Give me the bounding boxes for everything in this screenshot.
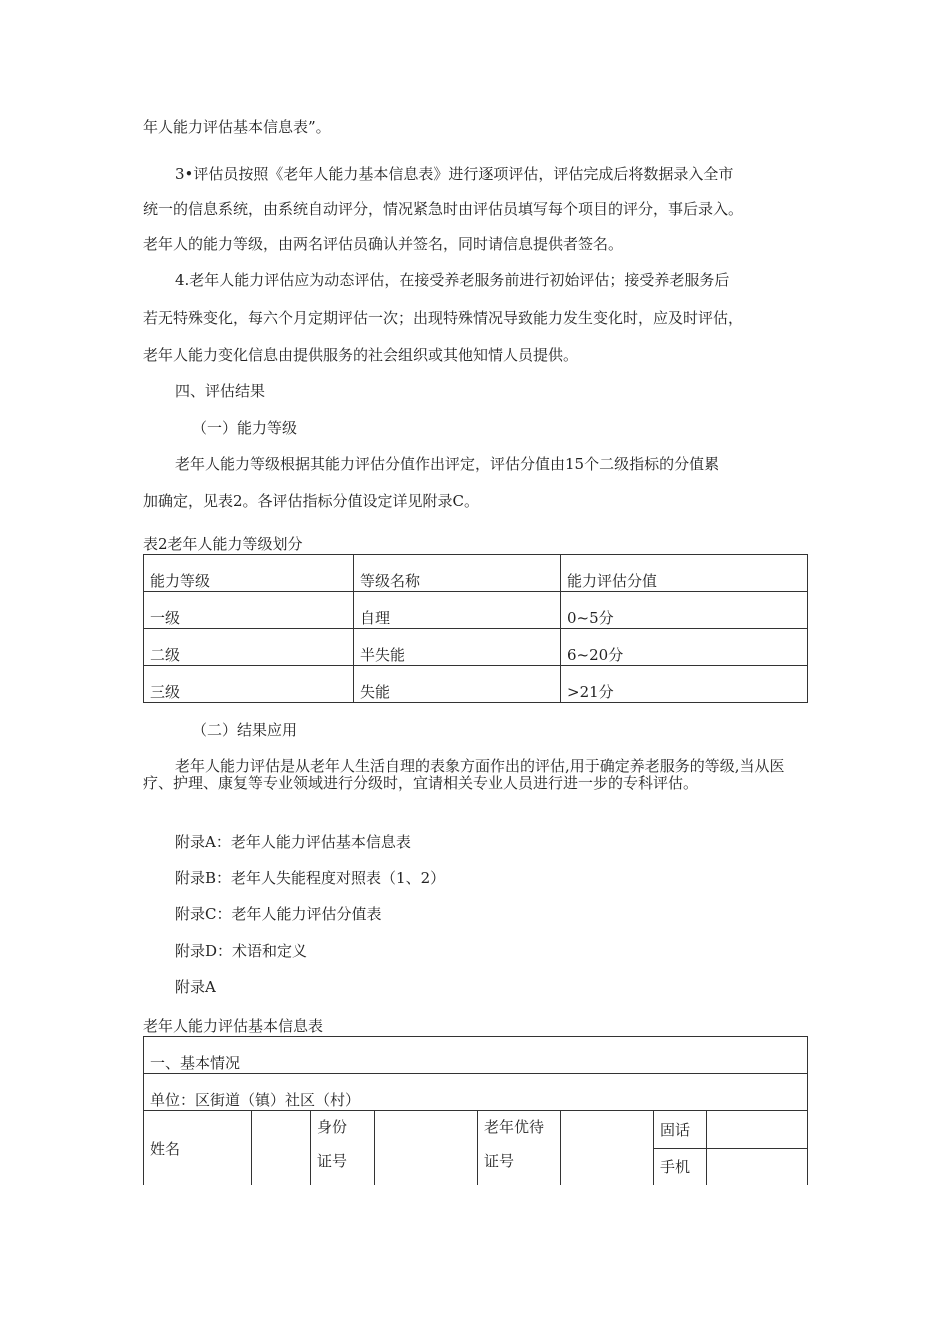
section-row: 一、基本情况 <box>144 1037 808 1074</box>
appendix-item: 附录D：术语和定义 <box>175 942 308 960</box>
senior-card-label <box>478 1111 561 1186</box>
section-heading: 四、评估结果 <box>175 382 266 400</box>
text-line: 统一的信息系统，由系统自动评分，情况紧急时由评估员填写每个项目的评分，事后录入。 <box>143 200 744 218</box>
unit-row: 单位：区街道（镇）社区（村） <box>144 1074 808 1111</box>
table-cell: 三级 <box>144 666 354 703</box>
name-label: 姓名 <box>144 1111 252 1186</box>
appendix-item: 附录B：老年人失能程度对照表（1、2） <box>175 869 446 887</box>
mobile-value <box>707 1148 808 1185</box>
table-header-cell: 能力评估分值 <box>561 555 808 592</box>
ability-level-table <box>143 554 808 703</box>
id-label <box>311 1111 375 1186</box>
mobile-label: 手机 <box>654 1148 707 1185</box>
table-row <box>144 592 808 629</box>
basic-info-table <box>143 1036 808 1185</box>
table-header-row <box>144 555 808 592</box>
table-cell: 二级 <box>144 629 354 666</box>
senior-label-line2: 证号 <box>484 1152 515 1170</box>
table-row <box>144 666 808 703</box>
table-row <box>144 629 808 666</box>
id-value <box>375 1111 478 1186</box>
senior-label-line1: 老年优待 <box>484 1118 545 1136</box>
table-header-cell: 能力等级 <box>144 555 354 592</box>
appendix-item: 附录C：老年人能力评估分值表 <box>175 905 382 923</box>
text-line: 老年人能力等级根据其能力评估分值作出评定，评估分值由15个二级指标的分值累 <box>175 455 720 473</box>
text-line: 老年人的能力等级，由两名评估员确认并签名，同时请信息提供者签名。 <box>143 235 624 253</box>
phone-value <box>707 1111 808 1149</box>
table-cell: 6~20分 <box>561 629 808 666</box>
table-cell: 自理 <box>354 592 561 629</box>
appendix-heading: 附录A <box>175 978 216 996</box>
name-value <box>252 1111 311 1186</box>
table-cell: 0~5分 <box>561 592 808 629</box>
table-header-cell: 等级名称 <box>354 555 561 592</box>
text-line: 若无特殊变化，每六个月定期评估一次；出现特殊情况导致能力发生变化时，应及时评估， <box>143 309 744 327</box>
table-cell: 失能 <box>354 666 561 703</box>
text-line: 加确定，见表2。各评估指标分值设定详见附录C。 <box>143 492 480 510</box>
text-line: 年人能力评估基本信息表”。 <box>143 118 331 136</box>
id-label-line1: 身份 <box>317 1118 348 1136</box>
table-cell: 一级 <box>144 592 354 629</box>
paragraph: 老年人能力评估是从老年人生活自理的表象方面作出的评估,用于确定养老服务的等级,当从医疗、护理、康复等专业领域进行分级时，宜请相关专业人员进行进一步的专科评估。 <box>143 757 785 792</box>
table-caption: 老年人能力评估基本信息表 <box>143 1017 324 1035</box>
senior-card-value <box>561 1111 654 1186</box>
id-label-line2: 证号 <box>317 1152 348 1170</box>
phone-label: 固话 <box>654 1111 707 1149</box>
table-row <box>144 1111 808 1149</box>
table-cell: 半失能 <box>354 629 561 666</box>
table-cell: >21分 <box>561 666 808 703</box>
subsection-heading: （二）结果应用 <box>192 721 298 739</box>
text-line: 3•评估员按照《老年人能力基本信息表》进行逐项评估，评估完成后将数据录入全市 <box>175 165 734 183</box>
text-line: 4.老年人能力评估应为动态评估，在接受养老服务前进行初始评估；接受养老服务后 <box>175 271 730 289</box>
table-row <box>144 1074 808 1111</box>
text-line: 老年人能力变化信息由提供服务的社会组织或其他知情人员提供。 <box>143 346 579 364</box>
appendix-item: 附录A：老年人能力评估基本信息表 <box>175 833 411 851</box>
subsection-heading: （一）能力等级 <box>192 419 298 437</box>
table-row <box>144 1037 808 1074</box>
table-caption: 表2老年人能力等级划分 <box>143 535 303 553</box>
